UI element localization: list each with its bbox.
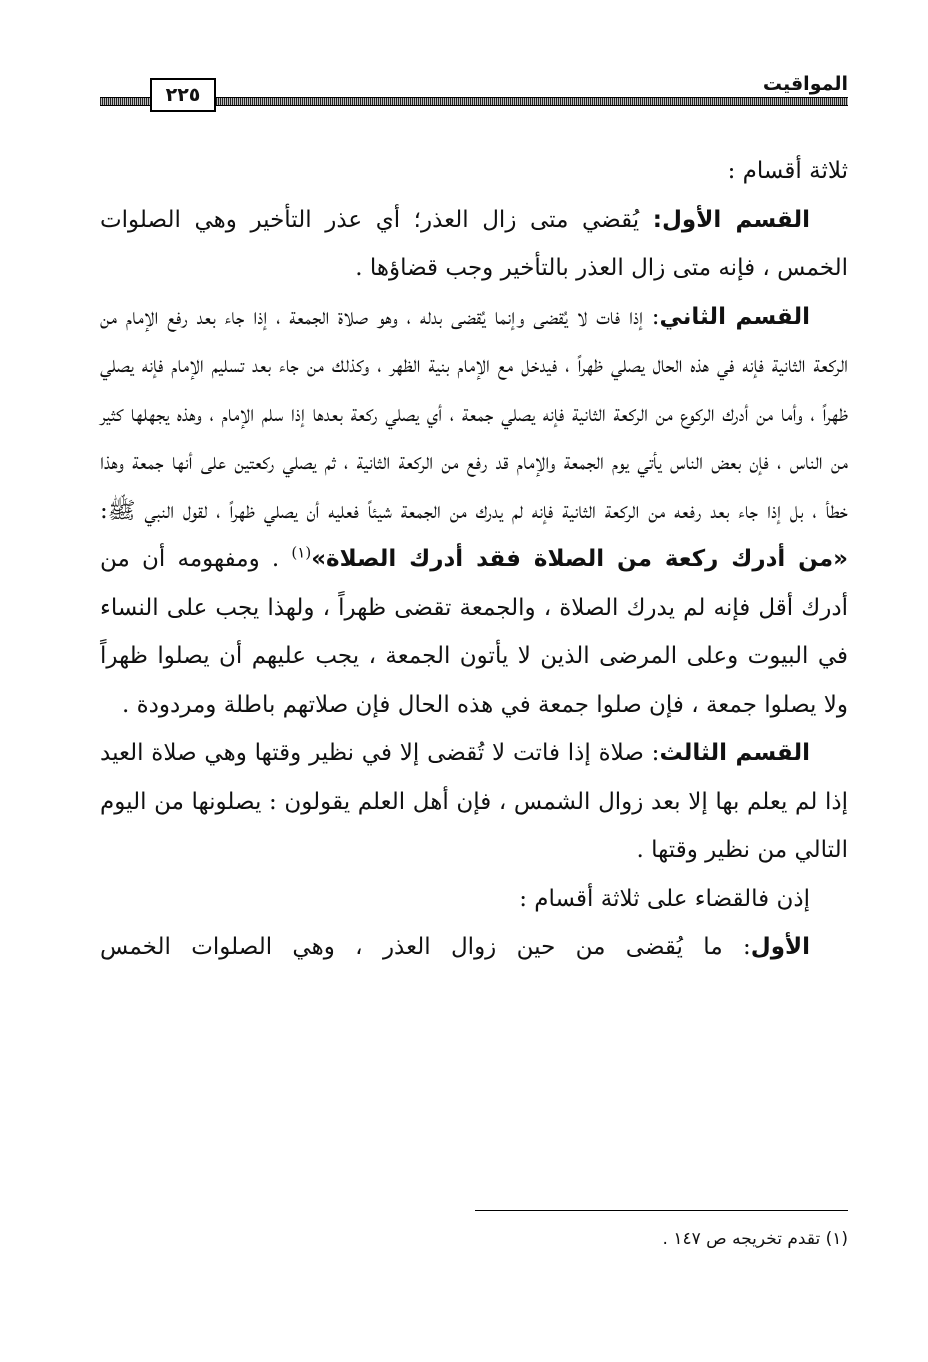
first-category-text: : ما يُقضى من حين زوال العذر ، وهي الصلوات الخمس <box>100 934 751 960</box>
section-2-paragraph <box>100 293 848 730</box>
first-category-paragraph <box>100 923 848 972</box>
intro-line: ثلاثة أقسام : <box>727 158 848 184</box>
section-2-heading: القسم الثاني <box>659 303 810 330</box>
section-2-text: : إذا فات لا يُقضى وإنما يُقضى بدله ، وهو صلاة الجمعة ، إذا جاء بعد رفع الإمام من الركعة الثانية فإنه في هذه الحال يصلي ظهراً ، فيدخل مع الإمام بنية الظهر ، وكذلك من جاء بعد تسليم الإمام فإنه يصلي ظهراً ، وأما من أدرك الركوع من الركعة الثانية فإنه يصلي جمعة ، أي يصلي ركعة بعدها إذا سلم الإمام ، وهذه يجهلها كثير من الناس ، فإن بعض الناس يأتي يوم الجمعة والإمام قد رفع من الركعة الثانية ، ثم يصلي ركعتين على أنها جمعة وهذا خطأ ، بل إذا جاء بعد رفعه من الركعة الثانية فإنه لم يدرك من الجمعة شيئاً فعليه أن يصلي ظهراً ، لقول النبي ﷺ: <box>100 303 849 524</box>
section-2-text-continued: . ومفهومه أن من أدرك أقل فإنه لم يدرك الصلاة ، والجمعة تقضى ظهراً ، ولهذا يجب على النساء في البيوت وعلى المرضى الذين لا يأتون الجمعة ، يجب عليهم أن يصلوا ظهراً ولا يصلوا جمعة ، فإن صلوا جمعة في هذه الحال فإن صلاتهم باطلة ومردودة . <box>100 546 848 718</box>
section-3-paragraph <box>100 729 848 875</box>
footnote-1: (١) تقدم تخريجه ص ١٤٧ . <box>662 1229 848 1249</box>
section-1-heading: القسم الأول: <box>652 206 810 233</box>
page-number: ٢٢٥ <box>150 78 216 112</box>
section-3-text: : صلاة إذا فاتت لا تُقضى إلا في نظير وقتها وهي صلاة العيد إذا لم يعلم بها إلا بعد زوال الشمس ، فإن أهل العلم يقولون : يصلونها من اليوم التالي من نظير وقتها . <box>100 740 848 863</box>
first-category-heading: الأول <box>750 934 810 960</box>
summary-line: إذن فالقضاء على ثلاثة أقسام : <box>519 885 810 912</box>
section-1-text: يُقضي متى زال العذر؛ أي عذر التأخير وهي الصلوات الخمس ، فإنه متى زال العذر بالتأخير وجب قضاؤها . <box>100 206 848 281</box>
footnote-separator <box>475 1210 848 1211</box>
page-header <box>100 72 848 120</box>
section-1-paragraph <box>100 196 848 293</box>
footnote-marker[interactable]: (١) <box>291 543 312 562</box>
page-body <box>100 147 848 972</box>
chapter-title: المواقيت <box>753 72 848 96</box>
section-3-heading: القسم الثالث <box>659 740 810 766</box>
hadith-quote: «من أدرك ركعة من الصلاة فقد أدرك الصلاة» <box>311 546 848 572</box>
